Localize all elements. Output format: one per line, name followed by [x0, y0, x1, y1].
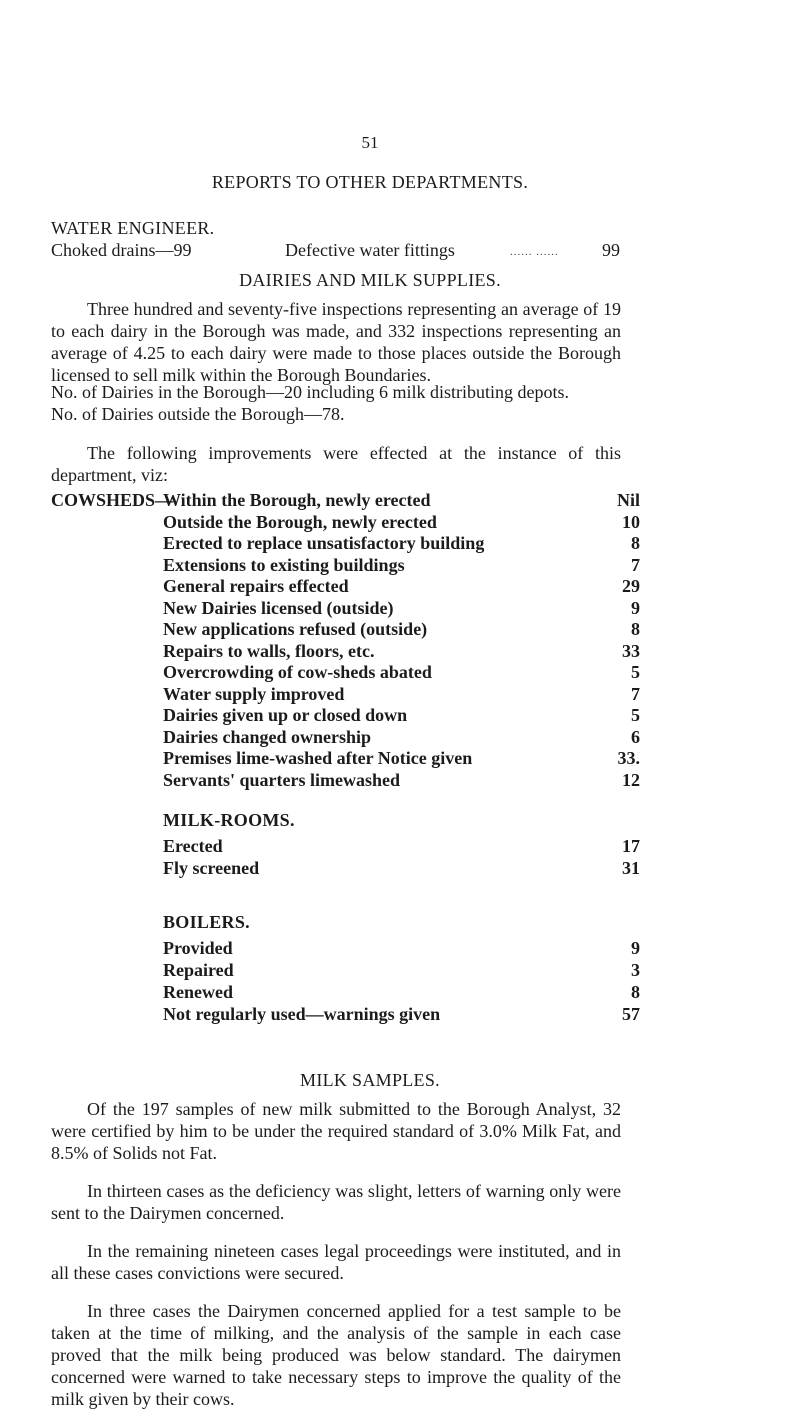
dairies-heading: DAIRIES AND MILK SUPPLIES.	[239, 270, 501, 290]
item-value: 6	[631, 726, 640, 747]
list-item	[163, 1004, 640, 1026]
item-label: Repairs to walls, floors, etc.	[163, 640, 375, 661]
item-label: Within the Borough, newly erected	[163, 490, 431, 510]
dairies-paragraph: Three hundred and seventy-five inspections representing an average of 19 to each dairy in the Borough was made, and 332 inspections representing an average of 4.25 to each dairy were made to those places outside the Borough licensed to sell milk within the Borough Boundaries.	[51, 299, 621, 385]
item-value: 10	[622, 511, 640, 532]
item-value: 8	[631, 619, 640, 639]
item-value: 17	[622, 836, 640, 856]
item-label: Dairies changed ownership	[163, 726, 372, 747]
dairies-outside-borough: No. of Dairies outside the Borough—78.	[51, 404, 345, 424]
list-item	[163, 727, 640, 749]
item-value: 33.	[617, 748, 640, 768]
item-value: 5	[631, 662, 640, 682]
item-label: Overcrowding of cow-sheds abated	[163, 662, 432, 682]
item-value: 7	[631, 683, 640, 704]
list-item	[163, 960, 640, 982]
item-label: Erected to replace unsatisfactory building	[163, 533, 485, 553]
list-item	[163, 598, 640, 620]
leader-dots: ...... ......	[510, 246, 559, 258]
item-label: New Dairies licensed (outside)	[163, 597, 394, 618]
item-value: 9	[631, 938, 640, 958]
item-value: 8	[631, 533, 640, 553]
list-item	[163, 748, 640, 770]
item-label: Not regularly used—warnings given	[163, 1004, 441, 1024]
item-label: Erected	[163, 836, 223, 856]
cowsheds-prefix: COWSHEDS—	[51, 490, 174, 510]
list-item	[163, 619, 640, 641]
list-item	[163, 533, 640, 555]
boilers-heading: BOILERS.	[163, 912, 250, 932]
choked-drains-text: Choked drains—99	[51, 240, 192, 260]
item-value: 31	[622, 858, 640, 878]
item-label: Provided	[163, 938, 233, 958]
item-value: 5	[631, 705, 640, 725]
milk-samples-paragraph-1: Of the 197 samples of new milk submitted to the Borough Analyst, 32 were certified by him to be under the required standard of 3.0% Milk Fat, and 8.5% of Solids not Fat.	[51, 1099, 621, 1163]
milk-samples-paragraph-3: In the remaining nineteen cases legal proceedings were instituted, and in all these cases convictions were secured.	[51, 1241, 621, 1283]
improvements-intro: The following improvements were effected at the instance of this department, viz:	[51, 443, 621, 485]
item-label: New applications refused (outside)	[163, 619, 428, 639]
list-item	[163, 512, 640, 534]
item-value: Nil	[616, 490, 640, 510]
defective-fittings-value: 99	[602, 240, 620, 260]
list-item	[163, 982, 640, 1004]
dairies-in-borough: No. of Dairies in the Borough—20 including 6 milk distributing depots.	[51, 382, 569, 402]
list-item	[163, 836, 640, 858]
milk-samples-heading: MILK SAMPLES.	[300, 1070, 440, 1090]
item-value: 8	[631, 982, 640, 1002]
item-value: 33	[622, 640, 640, 661]
list-item	[163, 770, 640, 792]
item-label: Premises lime-washed after Notice given	[163, 748, 473, 768]
list-item	[163, 938, 640, 960]
item-value: 57	[622, 1004, 640, 1024]
item-label: Dairies given up or closed down	[163, 705, 408, 725]
milk-samples-paragraph-4: In three cases the Dairymen concerned applied for a test sample to be taken at the time of milking, and the analysis of the sample in each case proved that the milk being produced was below standard. The dairymen concerned were warned to take necessary steps to improve the quality of the milk given by their cows.	[51, 1301, 621, 1409]
list-item	[163, 662, 640, 684]
item-value: 7	[631, 554, 640, 575]
list-item	[163, 555, 640, 577]
item-value: 9	[631, 597, 640, 618]
water-engineer-heading: WATER ENGINEER.	[51, 218, 215, 238]
item-value: 29	[622, 576, 640, 596]
list-item	[163, 576, 640, 598]
list-item	[163, 705, 640, 727]
item-label: Outside the Borough, newly erected	[163, 511, 437, 532]
milk-samples-paragraph-2: In thirteen cases as the deficiency was slight, letters of warning only were sent to the Dairymen concerned.	[51, 1181, 621, 1223]
item-label: General repairs effected	[163, 576, 349, 596]
list-item	[163, 641, 640, 663]
item-value: 12	[622, 769, 640, 790]
page-number: 51	[361, 133, 379, 152]
item-label: Fly screened	[163, 858, 260, 878]
list-item	[163, 858, 640, 880]
list-item	[163, 684, 640, 706]
list-item	[163, 490, 640, 512]
item-label: Renewed	[163, 982, 233, 1002]
item-value: 3	[631, 960, 640, 980]
page-title: REPORTS TO OTHER DEPARTMENTS.	[211, 172, 529, 192]
milk-rooms-heading: MILK-ROOMS.	[163, 810, 295, 830]
item-label: Extensions to existing buildings	[163, 554, 405, 575]
defective-fittings-label: Defective water fittings	[285, 240, 455, 260]
item-label: Servants' quarters limewashed	[163, 769, 400, 790]
item-label: Repaired	[163, 960, 234, 980]
item-label: Water supply improved	[163, 683, 345, 704]
